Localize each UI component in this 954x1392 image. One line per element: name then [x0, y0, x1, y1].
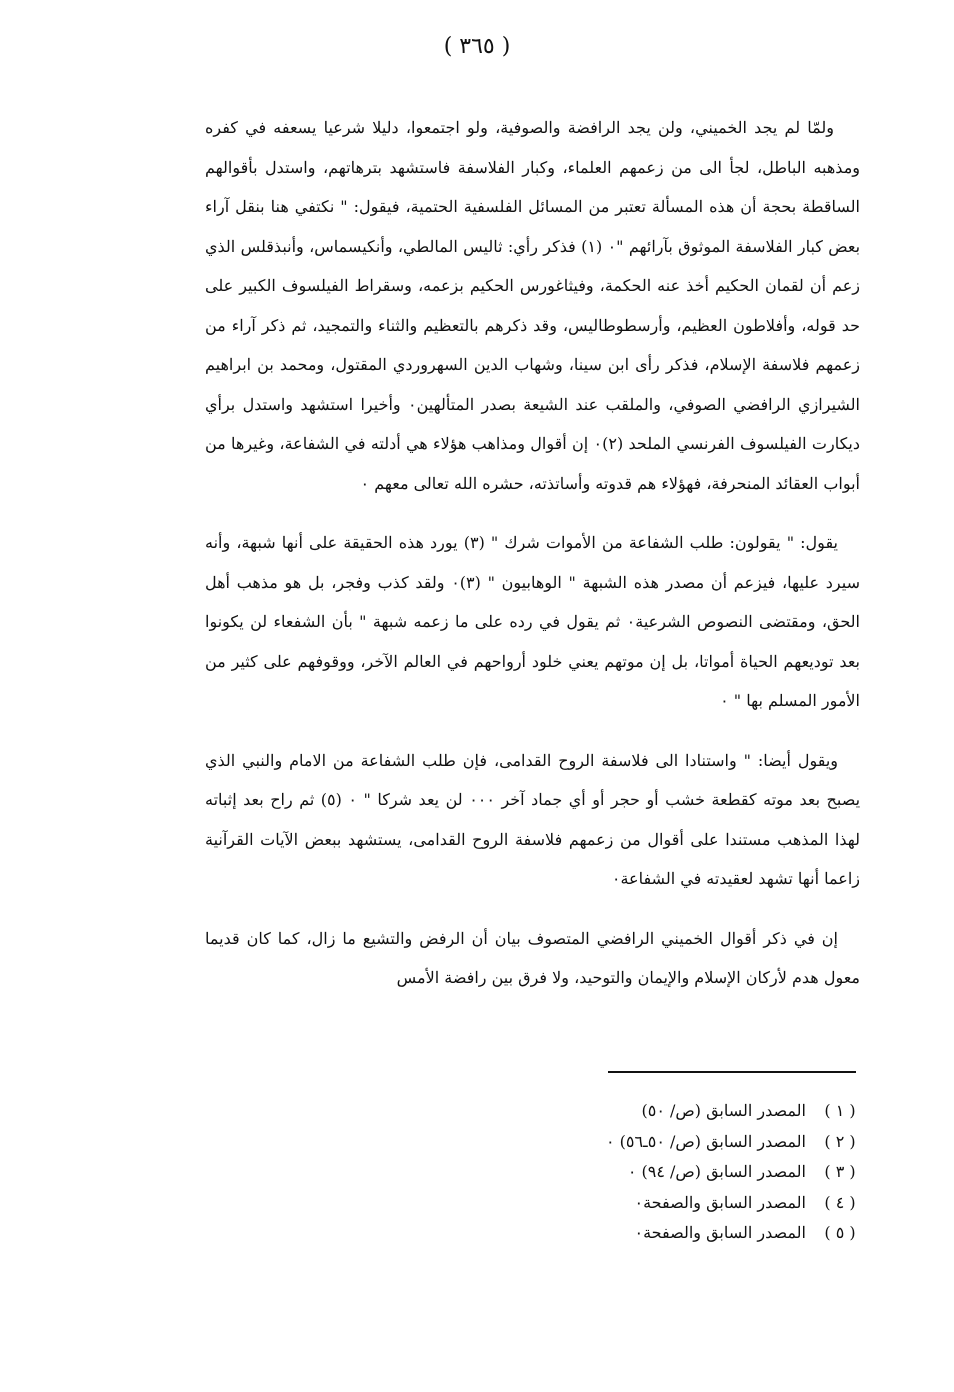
footnote-4 [560, 1188, 860, 1219]
footnote-3 [560, 1157, 860, 1188]
footnote-text: المصدر السابق (ص/ ٥٠ـ٥٦) ٠ [605, 1131, 806, 1151]
footnote-number: ( ٥ ) [824, 1223, 856, 1242]
footnote-number: ( ١ ) [824, 1101, 856, 1120]
footnote-text: المصدر السابق والصفحة٠ [634, 1192, 806, 1212]
paragraph-1: ولمّا لم يجد الخميني، ولن يجد الرافضة والصوفية، ولو اجتمعوا، دليلا شرعيا يسعفه في كفره ومذهبه الباطل، لجأ الى من زعمهم العلماء، وكبار الفلاسفة فاستشهد بترهاتهم، واستدل بأقوالهم الساقطة بحجة أن هذه المسألة تعتبر من المسائل الفلسفية الحتمية، فيقول: " نكتفي هنا بنقل آراء بعض كبار الفلاسفة الموثوق بآرائهم "٠ (١) فذكر رأي: ثاليس المالطي، وأنكيسماس، وأنبذقلس الذي زعم أن لقمان الحكيم أخذ عنه الحكمة، وفيثاغورس الحكيم بزعمه، وسقراط الفيلسوف الكبير على حد قوله، وأفلاطون العظيم، وأرسطوطاليس، وقد ذكرهم بالتعظيم والثناء والتمجيد، ثم ذكر آراء من زعمهم فلاسفة الإسلام، فذكر رأى ابن سينا، وشهاب الدين السهروردي المقتول، ومحمد بن ابراهيم الشيرازي الرافضي الصوفي، والملقب عند الشيعة بصدر المتألهين٠ وأخيرا استشهد واستدل برأي ديكارت الفيلسوف الفرنسي الملحد (٢)٠ إن أقوال ومذاهب هؤلاء هي أدلته في الشفاعة، وغيرها من أبواب العقائد المنحرفة، فهؤلاء هم قدوته وأساتذته، حشره الله تعالى معهم ٠ [205, 118, 861, 493]
footnote-text: المصدر السابق (ص/ ٩٤) ٠ [627, 1162, 806, 1181]
footnote-text: المصدر السابق والصفحة٠ [634, 1223, 806, 1242]
footnote-text: المصدر السابق (ص/ ٥٠) [641, 1101, 806, 1120]
main-text [205, 108, 860, 1018]
footnote-separator [608, 1071, 856, 1073]
paragraph-3: ويقول أيضا: " واستنادا الى فلاسفة الروح القدامى، فإن طلب الشفاعة من الامام والنبي الذي يصبح بعد موته كقطعة خشب أو حجر أو أي جماد آخر ٠٠٠ لن يعد شركا " ٠ (٥) ثم راح بعد إثباته لهذا المذهب مستندا على أقوال من زعمهم فلاسفة الروح القدامى، يستشهد ببعض الآيات القرآنية زاعما أنها تشهد لعقيدته في الشفاعة٠ [205, 750, 861, 888]
footnote-number: ( ٤ ) [824, 1192, 856, 1212]
footnote-number: ( ٣ ) [824, 1162, 856, 1181]
paragraph-2: يقول: " يقولون: طلب الشفاعة من الأموات شرك " (٣) يورد هذه الحقيقة على أنها شبهة، وأنه سيرد عليها، فيزعم أن مصدر هذه الشبهة " الوهابيون " (٣)٠ ولقد كذب وفجر، بل هو مذهب أهل الحق، ومقتضى النصوص الشرعية٠ ثم يقول في رده على ما زعمه شبهة " بأن الشفعاء لن يكونوا بعد توديعهم الحياة أمواتا، بل إن موتهم يعني خلود أرواحهم في العالم الآخر، ووقوفهم على كثير من الأمور المسلم بها " ٠ [205, 533, 860, 710]
footnote-1 [560, 1096, 860, 1127]
footnotes [560, 1096, 860, 1249]
paragraph-4: إن في ذكر أقوال الخميني الرافضي المتصوف بيان أن الرفض والتشيع ما زال، كما كان قديما معول هدم لأركان الإسلام والإيمان والتوحيد، ولا فرق بين رافضة الأمس [205, 928, 860, 987]
footnote-2 [560, 1127, 860, 1158]
footnote-5 [560, 1218, 860, 1249]
page-number: ( ٣٦٥ ) [443, 34, 511, 59]
footnote-number: ( ٢ ) [824, 1131, 856, 1151]
